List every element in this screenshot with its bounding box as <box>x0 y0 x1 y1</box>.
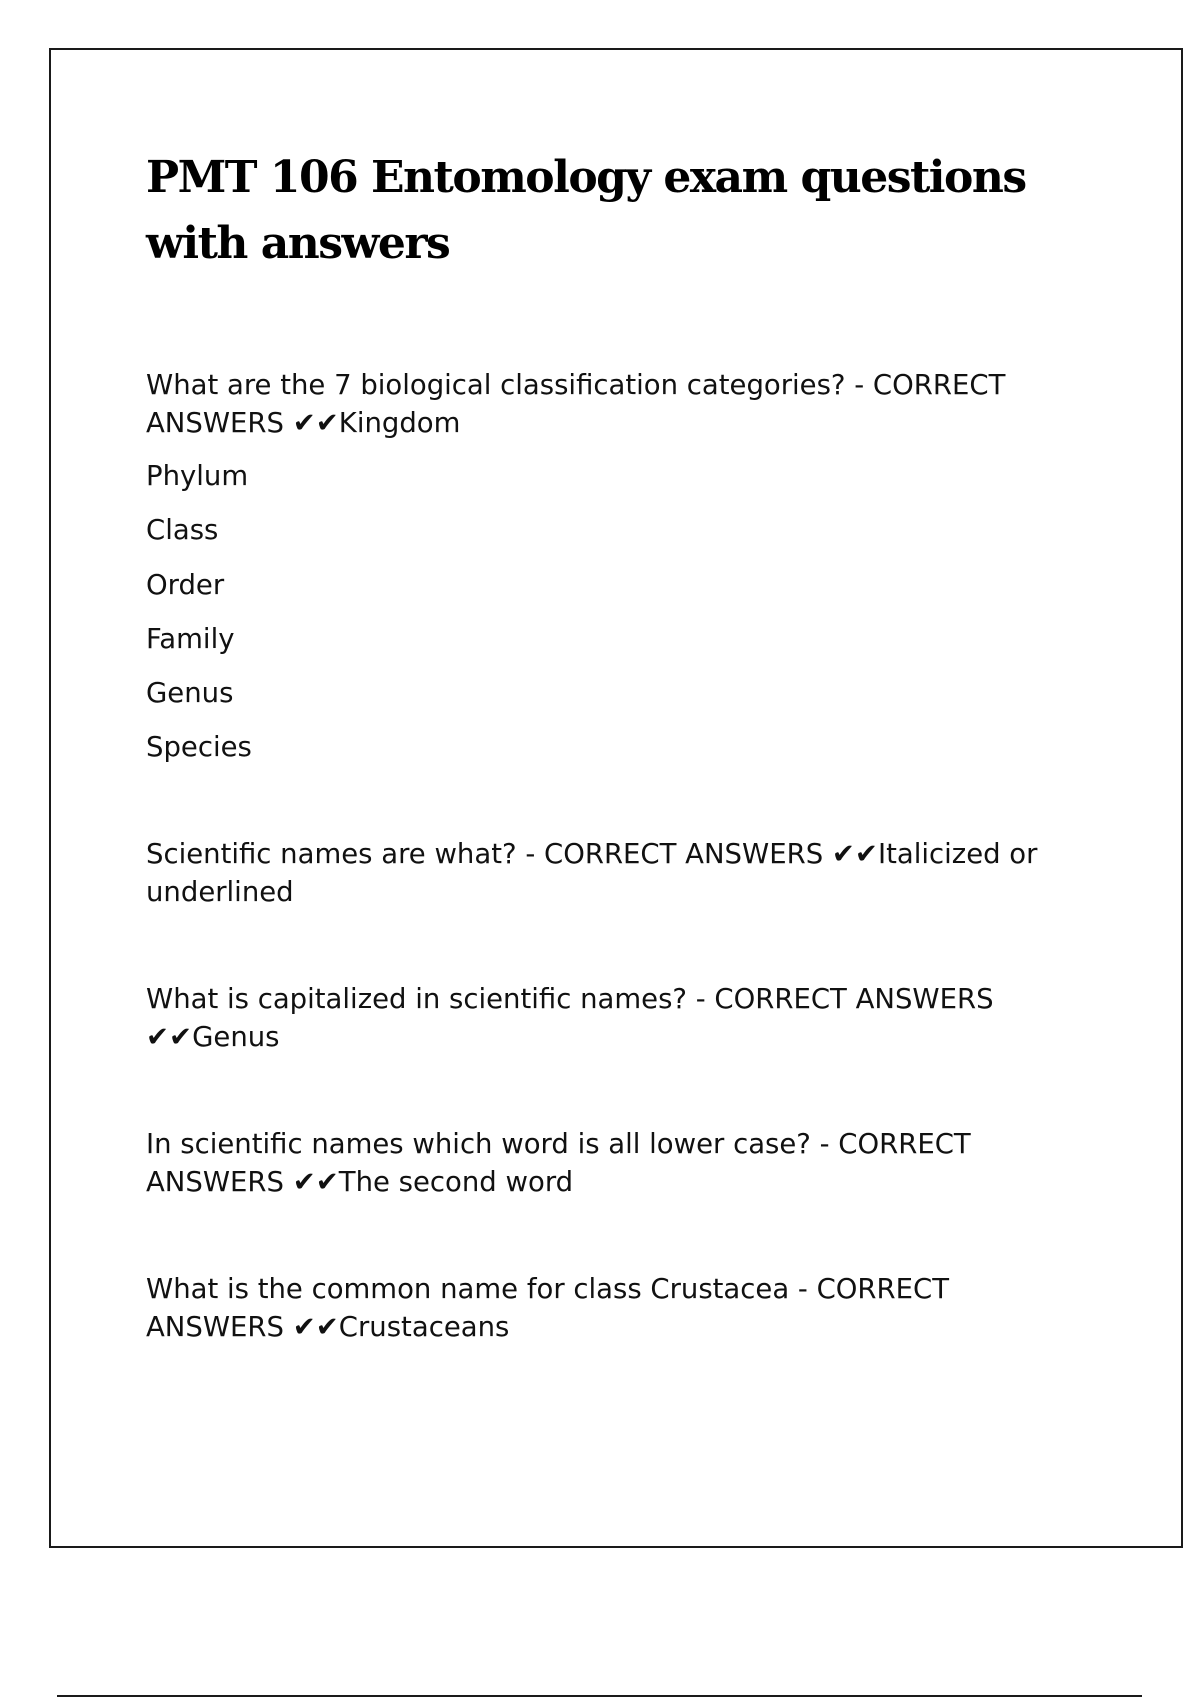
question-3: What is capitalized in scientific names? - CORRECT ANSWERS ✔✔Genus <box>146 983 994 1053</box>
answer-list <box>146 457 252 783</box>
document-title: PMT 106 Entomology exam questions with answers <box>146 152 1026 269</box>
question-4: In scientific names which word is all lower case? - CORRECT ANSWERS ✔✔The second word <box>146 1128 971 1198</box>
answer-item-phylum: Phylum <box>146 460 249 492</box>
answer-item-class: Class <box>146 514 219 547</box>
answer-item-family: Family <box>146 622 235 655</box>
question-5: What is the common name for class Crustacea - CORRECT ANSWERS ✔✔Crustaceans <box>146 1273 950 1343</box>
question-2: Scientific names are what? - CORRECT ANSWERS ✔✔Italicized or underlined <box>146 838 1038 908</box>
answer-item-order: Order <box>146 568 225 601</box>
answer-item-species: Species <box>146 731 252 764</box>
footer-rule <box>57 1695 1142 1697</box>
question-1: What are the 7 biological classification categories? - CORRECT ANSWERS ✔✔Kingdom <box>146 369 1006 439</box>
answer-item-genus: Genus <box>146 677 234 710</box>
